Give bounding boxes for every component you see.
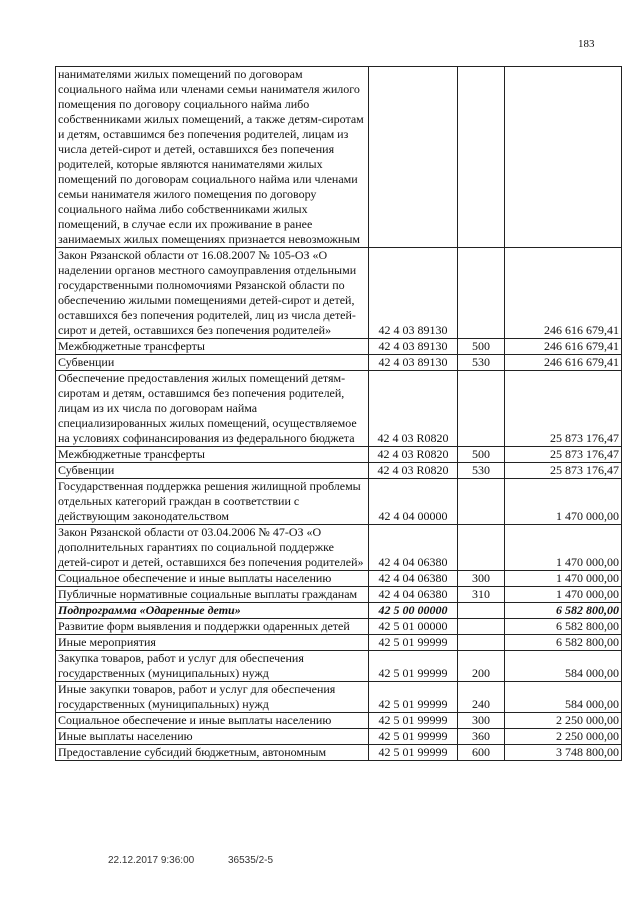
row-amount: 246 616 679,41 xyxy=(505,355,622,371)
row-code: 42 5 01 99999 xyxy=(369,713,458,729)
table-row xyxy=(56,339,622,355)
row-type xyxy=(458,635,505,651)
row-type: 360 xyxy=(458,729,505,745)
row-type: 300 xyxy=(458,571,505,587)
row-amount: 25 873 176,47 xyxy=(505,371,622,447)
row-name: нанимателями жилых помещений по договорам социального найма или членами семьи нанимателя жилого помещения по договору социального найма либо собственниками жилых помещений, а также детям-сиротам и детям, оставшимся без попечения родителей, лицам из числа детей-сирот и детей, оставшихся без попечения родителей, которые являются нанимателями жилых помещений по договорам социального найма или членами семьи нанимателя жилого помещения по договору социального найма либо собственниками жилых помещений, в случае если их проживание в ранее занимаемых жилых помещениях признается невозможным xyxy=(56,67,369,248)
row-type xyxy=(458,371,505,447)
footer-datetime: 22.12.2017 9:36:00 xyxy=(108,855,195,866)
table-row xyxy=(56,525,622,571)
row-code: 42 5 01 99999 xyxy=(369,745,458,761)
table-row xyxy=(56,729,622,745)
row-name: Субвенции xyxy=(56,355,369,371)
row-name: Субвенции xyxy=(56,463,369,479)
row-type: 600 xyxy=(458,745,505,761)
table-row xyxy=(56,371,622,447)
row-code: 42 4 03 89130 xyxy=(369,339,458,355)
table-row xyxy=(56,463,622,479)
row-name: Закон Рязанской области от 03.04.2006 № 47-ОЗ «О дополнительных гарантиях по социальной поддержке детей-сирот и детей, оставшихся без попечения родителей» xyxy=(56,525,369,571)
row-amount: 6 582 800,00 xyxy=(505,635,622,651)
table-row xyxy=(56,355,622,371)
row-type: 500 xyxy=(458,339,505,355)
row-name: Иные мероприятия xyxy=(56,635,369,651)
row-type: 240 xyxy=(458,682,505,713)
row-amount: 1 470 000,00 xyxy=(505,479,622,525)
table-row xyxy=(56,603,622,619)
row-code: 42 5 00 00000 xyxy=(369,603,458,619)
row-code: 42 5 01 00000 xyxy=(369,619,458,635)
row-name: Обеспечение предоставления жилых помещений детям-сиротам и детям, оставшимся без попечения родителей, лицам из их числа по договорам найма специализированных жилых помещений, осуществляемое на условиях софинансирования из федерального бюджета xyxy=(56,371,369,447)
row-name: Закупка товаров, работ и услуг для обеспечения государственных (муниципальных) нужд xyxy=(56,651,369,682)
row-amount: 246 616 679,41 xyxy=(505,248,622,339)
row-code: 42 4 03 R0820 xyxy=(369,463,458,479)
page-number: 183 xyxy=(578,38,595,50)
row-code: 42 5 01 99999 xyxy=(369,682,458,713)
row-amount: 2 250 000,00 xyxy=(505,713,622,729)
row-type xyxy=(458,525,505,571)
row-name: Закон Рязанской области от 16.08.2007 № 105-ОЗ «О наделении органов местного самоуправления отдельными государственными полномочиями Рязанской области по обеспечению жилыми помещениями детей-сирот и детей, оставшихся без попечения родителей, лиц из числа детей-сирот и детей, оставшихся без попечения родителей» xyxy=(56,248,369,339)
table-row xyxy=(56,67,622,248)
table-row xyxy=(56,248,622,339)
table-row xyxy=(56,447,622,463)
row-amount: 246 616 679,41 xyxy=(505,339,622,355)
row-type xyxy=(458,248,505,339)
row-type xyxy=(458,619,505,635)
row-code: 42 4 03 R0820 xyxy=(369,447,458,463)
row-name: Публичные нормативные социальные выплаты гражданам xyxy=(56,587,369,603)
row-code xyxy=(369,67,458,248)
row-type: 310 xyxy=(458,587,505,603)
row-code: 42 5 01 99999 xyxy=(369,651,458,682)
row-name: Подпрограмма «Одаренные дети» xyxy=(56,603,369,619)
row-name: Социальное обеспечение и иные выплаты населению xyxy=(56,713,369,729)
table-row xyxy=(56,713,622,729)
row-type xyxy=(458,67,505,248)
row-amount: 25 873 176,47 xyxy=(505,447,622,463)
row-amount: 25 873 176,47 xyxy=(505,463,622,479)
row-amount: 584 000,00 xyxy=(505,682,622,713)
table-row xyxy=(56,682,622,713)
row-code: 42 4 04 06380 xyxy=(369,571,458,587)
row-type: 530 xyxy=(458,355,505,371)
row-amount: 1 470 000,00 xyxy=(505,587,622,603)
row-amount: 6 582 800,00 xyxy=(505,603,622,619)
table-row xyxy=(56,571,622,587)
row-type: 300 xyxy=(458,713,505,729)
row-name: Иные закупки товаров, работ и услуг для обеспечения государственных (муниципальных) нужд xyxy=(56,682,369,713)
row-type xyxy=(458,479,505,525)
table-row xyxy=(56,619,622,635)
budget-table xyxy=(55,66,622,761)
row-code: 42 4 03 89130 xyxy=(369,355,458,371)
row-name: Иные выплаты населению xyxy=(56,729,369,745)
row-type: 530 xyxy=(458,463,505,479)
table-row xyxy=(56,635,622,651)
table-row xyxy=(56,651,622,682)
row-code: 42 4 03 R0820 xyxy=(369,371,458,447)
row-name: Социальное обеспечение и иные выплаты населению xyxy=(56,571,369,587)
row-code: 42 4 04 00000 xyxy=(369,479,458,525)
row-name: Развитие форм выявления и поддержки одаренных детей xyxy=(56,619,369,635)
table-row xyxy=(56,479,622,525)
row-code: 42 4 03 89130 xyxy=(369,248,458,339)
row-amount xyxy=(505,67,622,248)
row-amount: 1 470 000,00 xyxy=(505,525,622,571)
row-amount: 2 250 000,00 xyxy=(505,729,622,745)
row-name: Межбюджетные трансферты xyxy=(56,339,369,355)
row-code: 42 5 01 99999 xyxy=(369,635,458,651)
row-amount: 584 000,00 xyxy=(505,651,622,682)
row-name: Государственная поддержка решения жилищной проблемы отдельных категорий граждан в соответствии с действующим законодательством xyxy=(56,479,369,525)
row-code: 42 5 01 99999 xyxy=(369,729,458,745)
row-type: 500 xyxy=(458,447,505,463)
footer-doc-id: 36535/2-5 xyxy=(228,855,274,866)
row-amount: 6 582 800,00 xyxy=(505,619,622,635)
table-row xyxy=(56,745,622,761)
row-name: Межбюджетные трансферты xyxy=(56,447,369,463)
row-amount: 3 748 800,00 xyxy=(505,745,622,761)
table-row xyxy=(56,587,622,603)
row-name: Предоставление субсидий бюджетным, автономным xyxy=(56,745,369,761)
row-code: 42 4 04 06380 xyxy=(369,587,458,603)
row-code: 42 4 04 06380 xyxy=(369,525,458,571)
row-type: 200 xyxy=(458,651,505,682)
row-amount: 1 470 000,00 xyxy=(505,571,622,587)
row-type xyxy=(458,603,505,619)
